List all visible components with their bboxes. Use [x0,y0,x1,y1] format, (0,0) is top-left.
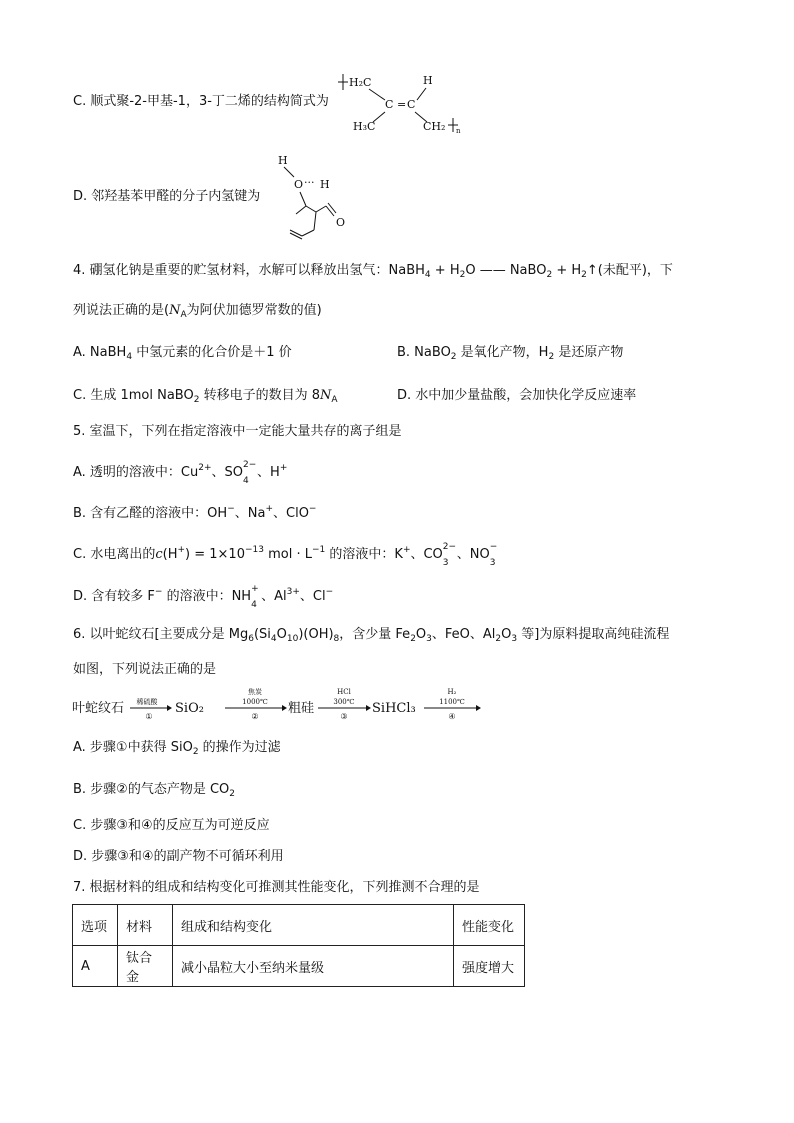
q5-option-b [73,500,316,523]
q7-stem-text: 7. 根据材料的组成和结构变化可推测其性能变化，下列推测不合理的是 [73,880,480,895]
formula-c2: C [407,98,416,111]
q5-option-a [73,459,288,486]
table-cell: 减小晶粒大小至纳米量级 [173,946,454,987]
table-cell: 钛合金 [118,946,173,987]
flow-a2-top: 焦炭 [248,688,262,696]
subscript: 10 [286,634,299,644]
subscript: 8 [333,634,340,644]
q4-stem-part: 为阿伏加德罗常数的值) [186,303,322,318]
q4-stem-part: O —— NaBO [465,263,547,278]
concentration-symbol: c [155,547,163,562]
table-header-cell: 组成和结构变化 [173,905,454,946]
superscript: + [251,584,259,594]
q5-a-part: 、H [257,465,280,480]
subscript: 6 [248,634,254,644]
q5-c-part: mol · L [263,547,312,562]
q5-b-part: 、Na [234,506,266,521]
q5-d-part: 的溶液中：NH [162,589,252,604]
q6-stem-part: 6. 以叶蛇纹石[主要成分是 Mg [73,627,249,642]
q6-stem-part: O [501,627,512,642]
polyisoprene-structure [335,70,475,135]
q6-stem-part: ，含少量 Fe [339,627,411,642]
subscript: 2 [546,270,553,280]
superscript: − [325,587,334,597]
formula-c1: C [385,98,394,111]
q6-stem-part: O [415,627,427,642]
flow-p2: 粗硅 [288,701,315,716]
superscript: − [489,542,498,552]
subscript: 4 [126,352,133,362]
subscript: 2 [193,395,200,405]
subscript: 3 [489,558,496,568]
q4-option-a [73,344,292,366]
superscript: 2− [442,542,457,552]
sub-sup-stack [243,460,257,486]
q5-c-part: 的溶液中：K [325,547,403,562]
q4-stem [73,262,673,284]
q4-option-d [397,387,636,405]
q5-c-part: ) = 1×10 [185,547,245,562]
q4-b-part: 是氧化产物，H [456,345,549,360]
q4-option-c [73,387,338,409]
table-cell: 强度增大 [454,946,525,987]
q6-option-c [73,817,270,835]
q4-stem-part: + H [430,263,460,278]
q4-c-part: C. 生成 1mol NaBO [73,388,194,403]
avogadro-symbol: N [320,388,332,403]
superscript: + [279,463,288,473]
q5-stem [73,423,402,441]
flow-a4-bot: ④ [448,712,456,721]
q6-c-text: C. 步骤③和④的反应互为可逆反应 [73,818,270,833]
formula-h3c: H₃C [353,120,376,133]
subscript: 4 [251,600,257,610]
q4-stem-part: ↑(未配平)，下 [586,263,673,278]
q4-c-part: 转移电子的数目为 8 [199,388,321,403]
q3-option-c-text: C. 顺式聚-2-甲基-1，3-丁二烯的结构简式为 [73,94,329,109]
q6-a-part: 的操作为过滤 [198,740,281,755]
subscript: A [331,395,338,405]
q4-a-part: 中氢元素的化合价是＋1 价 [132,345,292,360]
q6-stem-part: 等]为原料提取高纯硅流程 [517,627,670,642]
superscript: −13 [244,545,264,555]
superscript: − [308,504,317,514]
subscript: A [180,310,187,320]
salicylaldehyde-hbond-structure [270,150,360,245]
flow-a3-mid: 300℃ [333,698,355,706]
subscript: 2 [459,270,466,280]
q5-b-part: 、ClO [273,506,309,521]
q5-option-d [73,583,334,610]
q6-stem-part: )(OH) [298,627,334,642]
q3-option-d-text: D. 邻羟基苯甲醛的分子内氢键为 [73,189,261,204]
q6-stem-part: O [276,627,287,642]
superscript: + [402,545,411,555]
flow-p3: SiHCl₃ [372,701,416,716]
q5-d-part: 、Al [261,589,287,604]
q6-stem-text: 如图，下列说法正确的是 [73,662,217,677]
q7-stem [73,879,480,897]
table-row [73,946,525,987]
formula-h2c-left: H₂C [349,76,372,89]
q4-d-text: D. 水中加少量盐酸，会加快化学反应速率 [397,388,637,403]
superscript: − [227,504,235,514]
table-header-row [73,905,525,946]
flow-a2-mid: 1000℃ [242,698,268,706]
flow-p1: SiO₂ [175,701,204,716]
formula-eq: = [397,98,407,111]
q5-d-part: D. 含有较多 F [73,589,155,604]
sub-sup-stack [251,584,261,610]
formula-ch2-right: CH₂ [423,120,446,133]
q5-c-part: 、CO [410,547,443,562]
hb-h2: H [320,178,330,191]
q6-b-part: B. 步骤②的气态产物是 CO [73,782,230,797]
q6-stem-line2 [73,661,216,679]
superscript: + [177,545,186,555]
q6-option-a [73,739,281,761]
q4-stem-line2 [73,302,322,324]
q6-a-part: A. 步骤①中获得 SiO [73,740,193,755]
q4-stem-part: 4. 硼氢化钠是重要的贮氢材料，水解可以释放出氢气：NaBH [73,263,425,278]
sub-sup-stack [442,542,457,568]
subscript: 2 [410,634,416,644]
subscript: 3 [442,558,449,568]
subscript: 4 [270,634,277,644]
q5-a-part: A. 透明的溶液中：Cu [73,465,199,480]
subscript: 4 [424,270,431,280]
flow-a3-bot: ③ [340,712,348,721]
subscript: 3 [511,634,518,644]
q6-stem [73,626,669,648]
table-cell: A [73,946,118,987]
subscript: 3 [426,634,432,644]
q4-stem-part: + H [552,263,582,278]
table-header-cell: 选项 [73,905,118,946]
q4-stem-part: 列说法正确的是( [73,303,170,318]
superscript: −1 [311,545,326,555]
hb-o2: O [336,216,346,229]
flow-a1-top: 稀硫酸 [136,698,158,706]
sub-sup-stack [489,542,500,568]
superscript: − [154,587,163,597]
table-header-cell: 材料 [118,905,173,946]
superscript: 3+ [286,587,300,597]
superscript: 2+ [198,463,212,473]
q6-stem-part: 、FeO、Al [431,627,496,642]
hb-o: O [294,178,304,191]
q5-option-c [73,541,500,568]
q5-c-part: C. 水电离出的 [73,547,156,562]
table-header-cell: 性能变化 [454,905,525,946]
q4-option-b [397,344,623,366]
flow-start: 叶蛇纹石 [72,701,125,716]
silicon-process-flow [72,684,492,728]
q5-c-part: (H [162,547,178,562]
q6-option-d [73,848,284,866]
flow-a4-mid: 1100℃ [439,698,465,706]
q3-option-c [73,93,329,111]
subscript: 2 [548,352,555,362]
q5-a-part: 、SO [211,465,244,480]
flow-a1-bot: ① [145,712,153,721]
subscript: 2 [581,270,587,280]
q7-table [72,904,525,987]
q4-b-part: B. NaBO [397,345,451,360]
formula-h-top: H [423,74,433,87]
subscript: 4 [243,476,249,486]
subscript: 2 [229,789,236,799]
superscript: + [265,504,273,514]
subscript: 2 [495,634,502,644]
flow-a3-top: HCl [337,688,351,696]
q5-d-part: 、Cl [299,589,326,604]
q4-b-part: 是还原产物 [554,345,624,360]
flow-a2-bot: ② [251,712,259,721]
subscript: 2 [450,352,457,362]
flow-a4-top: H₂ [447,688,457,696]
hb-h1: H [278,154,288,167]
superscript: 2− [243,460,257,470]
q5-b-part: B. 含有乙醛的溶液中：OH [73,506,228,521]
q6-stem-part: (Si [253,627,271,642]
q5-c-part: 、NO [456,547,490,562]
hb-dots: ··· [304,176,315,189]
q6-option-b [73,781,235,803]
avogadro-symbol: N [169,303,181,318]
subscript: 2 [192,747,199,757]
q6-d-text: D. 步骤③和④的副产物不可循环利用 [73,849,284,864]
q5-stem-text: 5. 室温下，下列在指定溶液中一定能大量共存的离子组是 [73,424,402,439]
q4-a-part: A. NaBH [73,345,127,360]
q3-option-d [73,188,260,206]
formula-n: n [456,127,461,135]
